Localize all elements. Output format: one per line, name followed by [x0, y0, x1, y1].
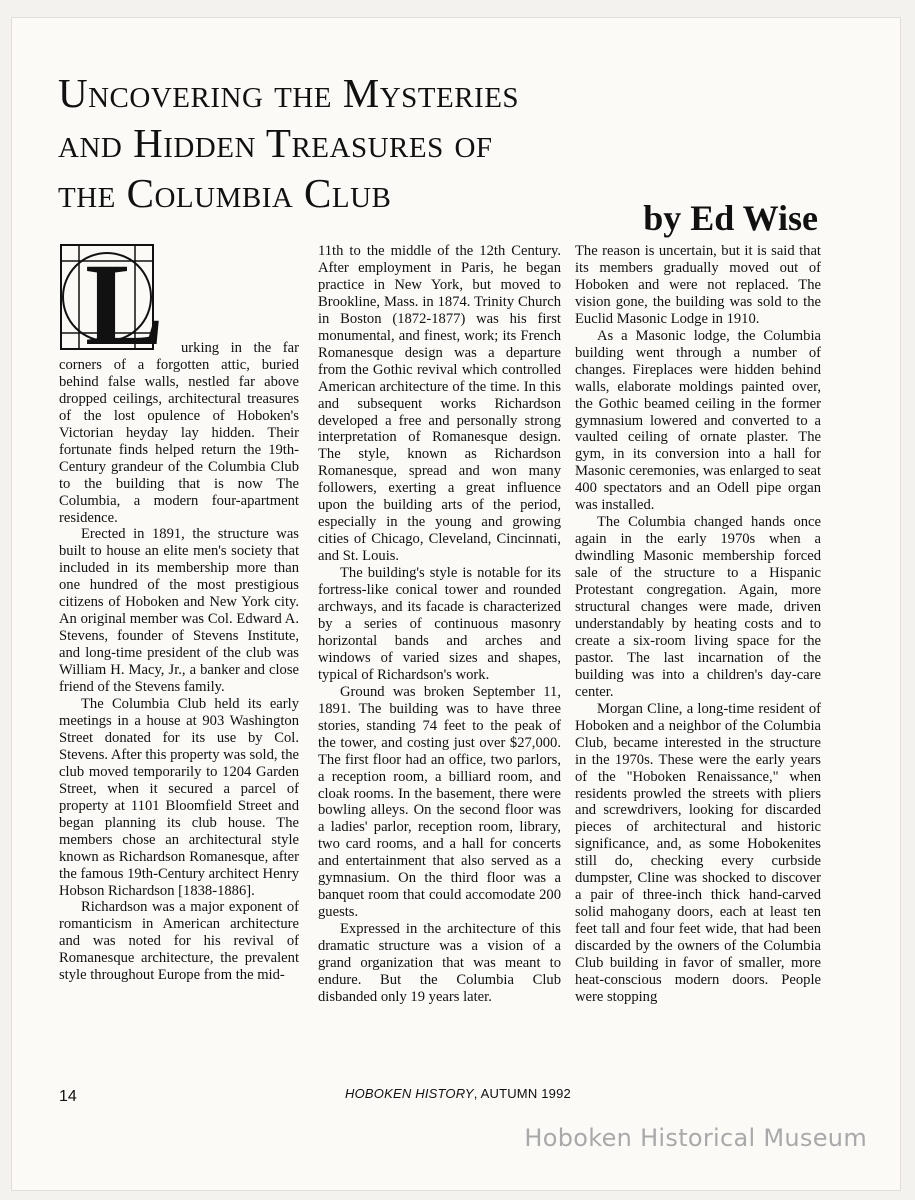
paragraph: The Columbia Club held its early meetings in a house at 903 Washington Street donated for its use by Col. Stevens. After this property was sold, the club moved temporarily to 1204 Garden Street, when it secured a parcel of property at 1101 Bloomfield Street and began planning its club house. The members chose an architectural style known as Richardson Romanesque, after the famous 19th-Century architect Henry Hobson Richardson [1838-1886].: [59, 696, 299, 899]
page-number: 14: [59, 1088, 77, 1105]
dropcap-frame-icon: [59, 243, 177, 353]
paragraph: As a Masonic lodge, the Columbia building went through a number of changes. Fireplaces were hidden behind walls, elaborate moldings painted over, the Gothic beamed ceiling in the former gymnasium lowered and converted to a vaulted ceiling of ornate plaster. The gym, in its conversion into a hall for Masonic ceremonies, was enlarged to seat 400 spectators and an Odell pipe organ was installed.: [575, 327, 821, 514]
dropcap-letter: L: [85, 243, 164, 353]
paragraph: The Columbia changed hands once again in the early 1970s when a dwindling Masonic membership forced sale of the structure to a Hispanic Protestant congregation. Again, more structural changes were made, driven understandably by heating costs and to create a six-room living space for the pastor. The last incarnation of the building was into a children's day-care center.: [575, 514, 821, 700]
paragraph: Expressed in the architecture of this dramatic structure was a vision of a grand organization that was meant to endure. But the Columbia Club disbanded only 19 years later.: [318, 921, 561, 1005]
paragraph: The reason is uncertain, but it is said that its members gradually moved out of Hoboken and were not replaced. The vision gone, the building was sold to the Euclid Masonic Lodge in 1910.: [575, 243, 821, 327]
paragraph: Ground was broken September 11, 1891. The building was to have three stories, standing 74 feet to the peak of the tower, and costing just over $27,000. The first floor had an office, two parlors, a reception room, a billiard room, and cloak rooms. In the basement, there were bowling alleys. On the second floor was a ladies' parlor, reception room, library, two card rooms, and a hall for concerts and entertainment that also served as a gymnasium. On the third floor was a banquet room that could accomodate 200 guests.: [318, 683, 561, 921]
column-2: [318, 243, 561, 1006]
column-1: [59, 243, 299, 984]
issue-date: , AUTUMN 1992: [473, 1086, 571, 1101]
paragraph: Morgan Cline, a long-time resident of Hoboken and a neighbor of the Columbia Club, became interested in the structure in the 1970s. These were the early years of the "Hoboken Renaissance," when residents prowled the streets with pliers and screwdrivers, looking for discarded pieces of architectural and historic significance, and, as some Hobokenites still do, checking every curbside dumpster, Cline was shocked to discover a pair of three-inch thick hand-carved solid mahogany doors, each at least ten feet tall and four feet wide, that had been discarded by the owners of the Columbia Club building in favor of smaller, more heat-conscious modern doors. People were stopping: [575, 700, 821, 1005]
running-footer: [345, 1086, 571, 1101]
museum-watermark: Hoboken Historical Museum: [524, 1124, 867, 1152]
column-3: [575, 243, 821, 1006]
title-line: and Hidden Treasures of: [58, 120, 493, 166]
publication-name: HOBOKEN HISTORY: [345, 1086, 474, 1101]
title-line: Uncovering the Mysteries: [58, 70, 520, 116]
dropcap-ornament: [59, 243, 177, 353]
byline: by Ed Wise: [643, 198, 818, 238]
title-line: the Columbia Club: [58, 170, 392, 216]
paragraph: 11th to the middle of the 12th Century. After employment in Paris, he began practice in New York, but moved to Brookline, Mass. in 1874. Trinity Church in Boston (1872-1877) was his first monumental, and finest, work; its French Romanesque design was a departure from the Gothic revival which controlled American architecture of the time. In this and subsequent works Richardson developed a free and personally strong interpretation of Romanesque design. The style, known as Richardson Romanesque, spread and won many followers, exerting a great influence upon the building arts of the period, especially in the young and growing cities of Chicago, Cleveland, Cincinnati, and St. Louis.: [318, 243, 561, 565]
paragraph: The building's style is notable for its fortress-like conical tower and rounded archways, and its facade is characterized by a series of continuous masonry horizontal bands and arches and windows of varied sizes and shapes, typical of Richardson's work.: [318, 565, 561, 683]
paragraph: Erected in 1891, the structure was built to house an elite men's society that included in its membership more than one hundred of the most prestigious citizens of Hoboken and New York city. An original member was Col. Edward A. Stevens, founder of Stevens Institute, and long-time president of the club was William H. Macy, Jr., a banker and close friend of the Stevens family.: [59, 526, 299, 696]
paragraph: Richardson was a major exponent of romanticism in American architecture and was noted for his revival of Romanesque architecture, the prevalent style throughout Europe from the mid-: [59, 899, 299, 984]
paragraph: urking in the far corners of a forgotten attic, buried behind false walls, nestled far above dropped ceilings, architectural treasures of the lost opulence of Hoboken's Victorian heyday lay hidden. Their fortunate finds helped return the 19th-Century grandeur of the Columbia Club to the building that is now The Columbia, a modern four-apartment residence.: [59, 340, 299, 526]
